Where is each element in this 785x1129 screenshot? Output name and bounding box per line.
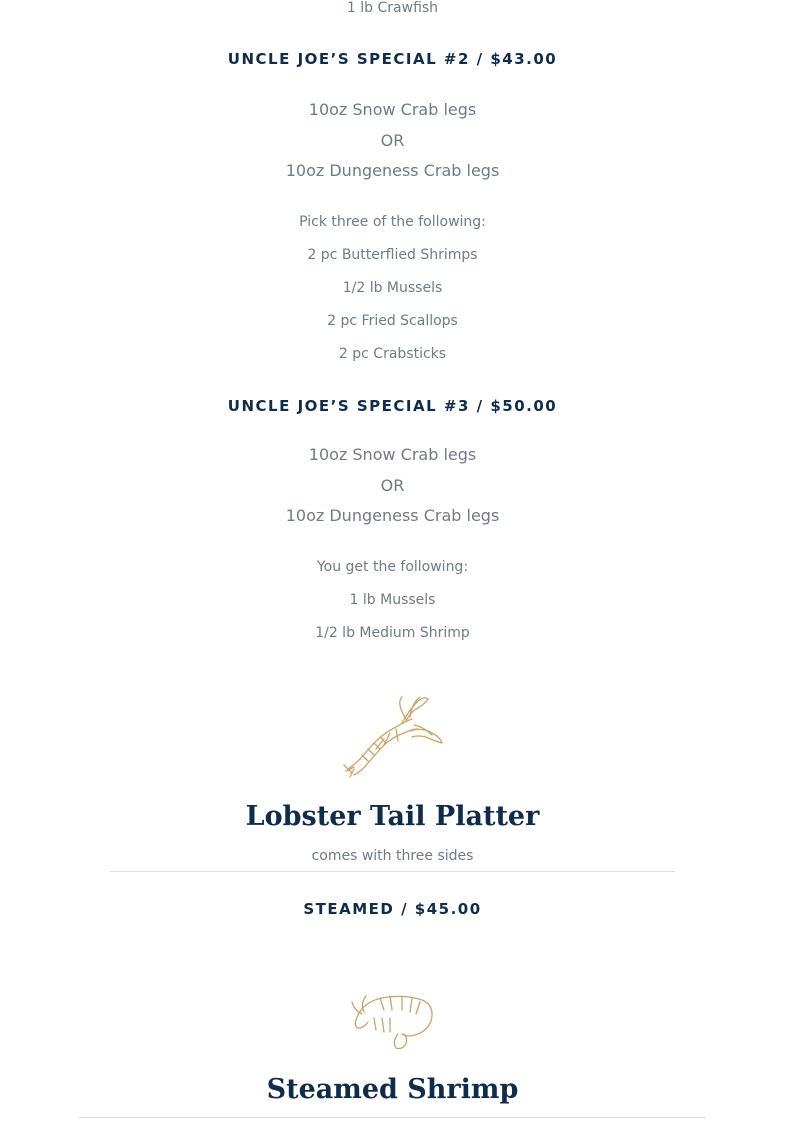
lobster-section-subtitle: comes with three sides: [311, 848, 474, 864]
section-divider: [79, 1117, 706, 1118]
special-3-include: 1/2 lb Medium Shrimp: [315, 625, 470, 641]
special-3-include: 1 lb Mussels: [349, 592, 436, 608]
special-2-option: 2 pc Fried Scallops: [327, 313, 458, 329]
special-2-choice-2: 10oz Dungeness Crab legs: [285, 161, 500, 180]
special-2-option: 2 pc Crabsticks: [338, 346, 447, 362]
special-3-heading: UNCLE JOE’S SPECIAL #3 / $50.00: [227, 397, 558, 415]
shrimp-section-title: Steamed Shrimp: [266, 1074, 519, 1105]
lobster-price-line: STEAMED / $45.00: [303, 900, 482, 918]
shrimp-icon: [350, 990, 436, 1052]
special-3-or: OR: [380, 476, 405, 495]
special-2-option: 2 pc Butterflied Shrimps: [307, 247, 478, 263]
special-2-pick-intro: Pick three of the following:: [299, 214, 486, 230]
special-2-heading: UNCLE JOE’S SPECIAL #2 / $43.00: [227, 50, 558, 68]
special-3-choice-1: 10oz Snow Crab legs: [308, 445, 477, 464]
special-3-choice-2: 10oz Dungeness Crab legs: [285, 506, 500, 525]
section-divider: [110, 871, 675, 872]
lobster-section-title: Lobster Tail Platter: [245, 801, 540, 832]
special-2-or: OR: [380, 131, 405, 150]
lobster-icon: [340, 695, 444, 779]
special-2-choice-1: 10oz Snow Crab legs: [308, 100, 477, 119]
special-3-get-intro: You get the following:: [316, 559, 469, 575]
special-2-option: 1/2 lb Mussels: [342, 280, 443, 296]
crawfish-item: 1 lb Crawfish: [346, 0, 439, 16]
